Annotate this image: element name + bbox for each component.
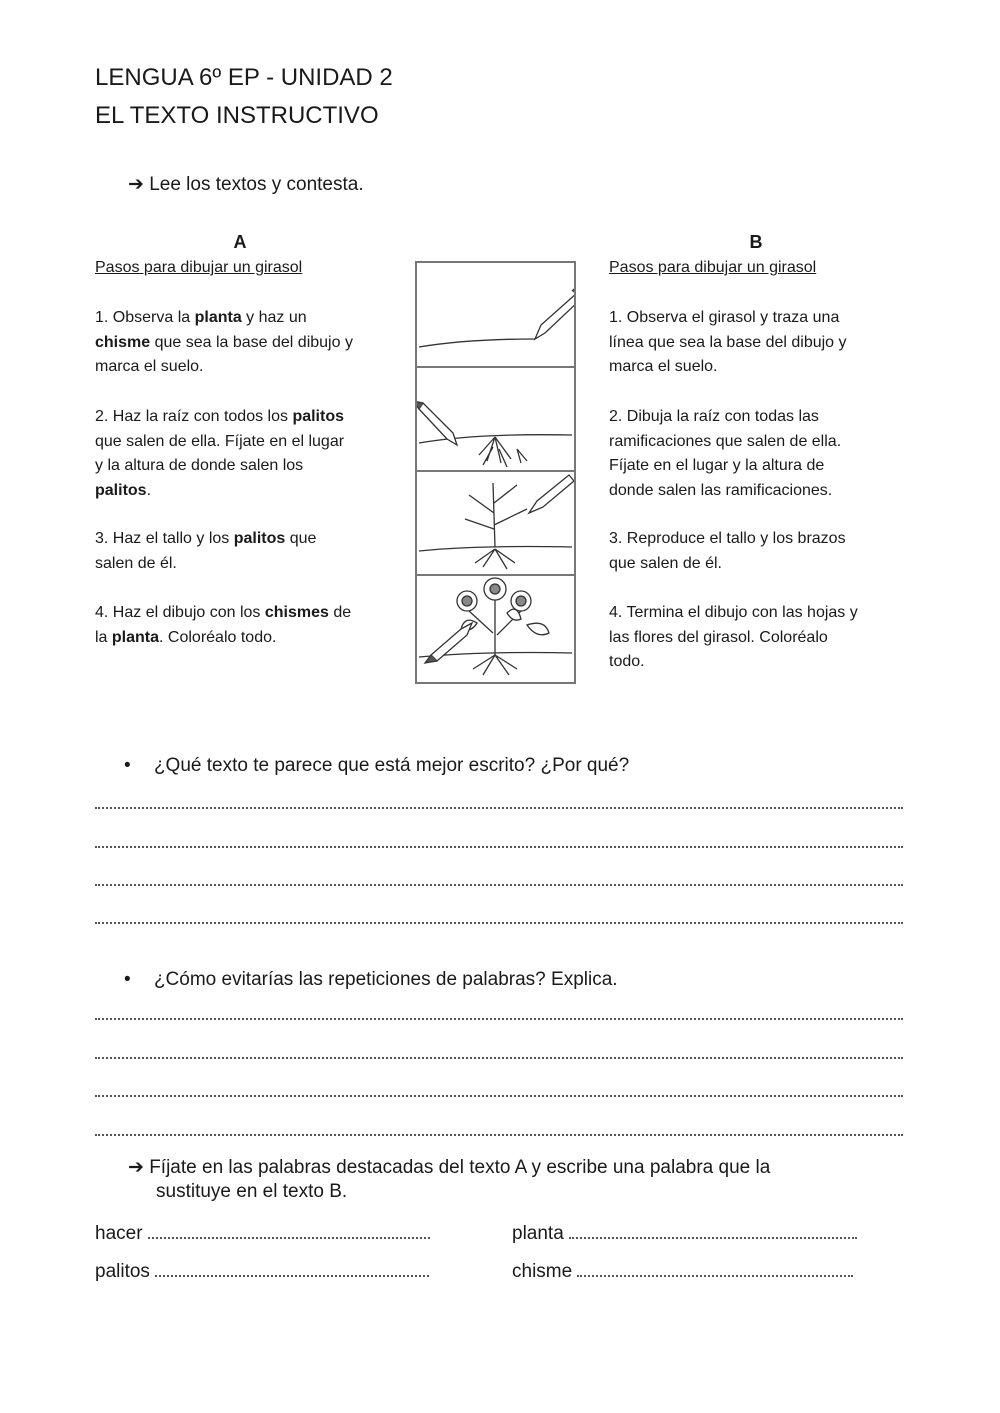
text-b-step-4: 4. Termina el dibujo con las hojas y las flores del girasol. Coloréalo todo. (609, 604, 858, 670)
text-a-step-2: 2. Haz la raíz con todos los palitos que salen de ella. Fíjate en el lugar y la altura de donde salen los palitos. (95, 408, 345, 499)
answer-line-q2-4[interactable] (95, 1132, 903, 1136)
fill-planta-line[interactable] (569, 1223, 857, 1239)
text-b-step-3: 3. Reproduce el tallo y los brazos que salen de él. (609, 530, 846, 572)
fill-chisme (512, 1261, 853, 1283)
question-2-text: ¿Cómo evitarías las repeticiones de palabras? Explica. (153, 969, 618, 990)
stem-drawing-icon (419, 475, 574, 569)
answer-line-q2-3[interactable] (95, 1093, 903, 1097)
answer-line-q1-3[interactable] (95, 882, 903, 886)
fill-palitos (95, 1261, 429, 1283)
text-b-step-2: 2. Dibuja la raíz con todas las ramificaciones que salen de ella. Fíjate en el lugar y la altura de donde salen las ramificaciones. (609, 408, 842, 499)
text-a-step-1: 1. Observa la planta y haz un chisme que sea la base del dibujo y marca el suelo. (95, 309, 353, 375)
text-b-label: B (749, 232, 763, 252)
fill-palitos-label: palitos (95, 1261, 150, 1282)
arrow-icon: ➔ (128, 1157, 144, 1178)
fill-planta (512, 1223, 857, 1245)
root-drawing-icon (417, 401, 572, 467)
text-b-subtitle: Pasos para dibujar un girasol (609, 259, 817, 276)
instruction-substitute-line2: sustituye en el texto B. (156, 1181, 348, 1202)
answer-line-q1-4[interactable] (95, 920, 903, 924)
fill-hacer-label: hacer (95, 1223, 143, 1244)
answer-line-q2-2[interactable] (95, 1055, 903, 1059)
question-1-text: ¿Qué texto te parece que está mejor escrito? ¿Por qué? (153, 755, 630, 776)
question-1 (124, 755, 629, 777)
text-a-subtitle: Pasos para dibujar un girasol (95, 259, 303, 276)
answer-line-q1-1[interactable] (95, 805, 903, 809)
text-a-step-3: 3. Haz el tallo y los palitos que salen de él. (95, 530, 317, 572)
fill-hacer (95, 1223, 430, 1245)
worksheet-title: LENGUA 6º EP - UNIDAD 2 (95, 64, 393, 91)
sunflower-steps-illustration (415, 261, 576, 684)
question-2 (124, 969, 618, 991)
fill-chisme-label: chisme (512, 1261, 573, 1282)
instruction-substitute-line1: Fíjate en las palabras destacadas del texto A y escribe una palabra que la (149, 1157, 771, 1178)
answer-line-q1-2[interactable] (95, 844, 903, 848)
instruction-read (128, 173, 364, 197)
fill-palitos-line[interactable] (155, 1261, 429, 1277)
fill-chisme-line[interactable] (577, 1261, 853, 1277)
pencil-icon (419, 285, 574, 347)
text-b-step-1: 1. Observa el girasol y traza una línea que sea la base del dibujo y marca el suelo. (609, 309, 847, 375)
fill-hacer-line[interactable] (148, 1223, 430, 1239)
text-a-label: A (233, 232, 247, 252)
bullet-icon: • (124, 969, 131, 990)
instruction-read-text: Lee los textos y contesta. (149, 174, 364, 195)
instruction-substitute (128, 1156, 888, 1204)
bullet-icon: • (124, 755, 131, 776)
fill-planta-label: planta (512, 1223, 564, 1244)
answer-line-q2-1[interactable] (95, 1016, 903, 1020)
text-a-step-4: 4. Haz el dibujo con los chismes de la planta. Coloréalo todo. (95, 604, 352, 646)
sunflower-icon (419, 578, 572, 675)
arrow-icon: ➔ (128, 174, 144, 195)
worksheet-subtitle: EL TEXTO INSTRUCTIVO (95, 102, 379, 129)
